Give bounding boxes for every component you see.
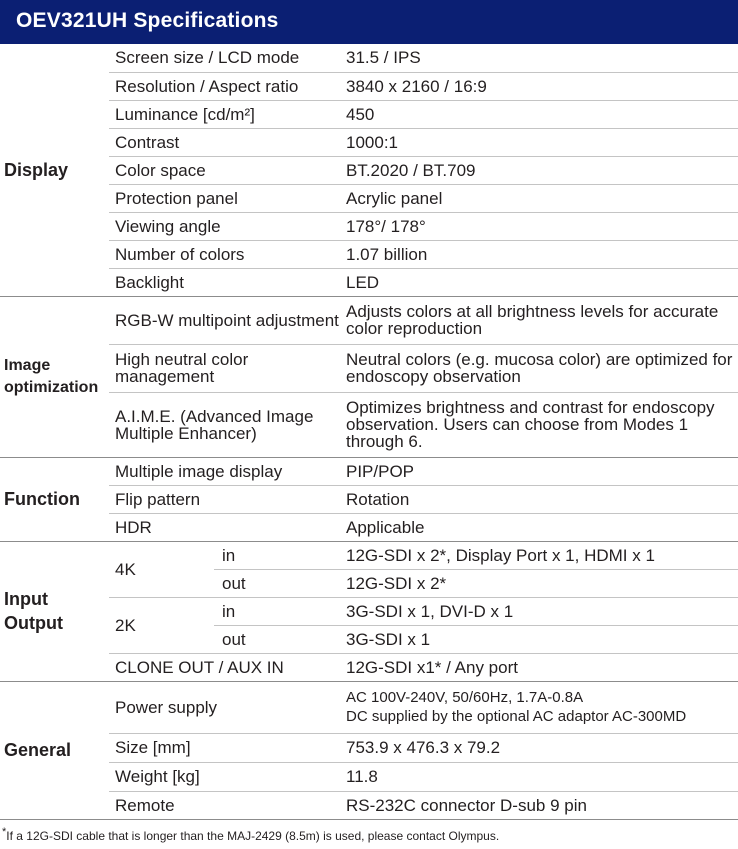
spec-value: 3G-SDI x 1 xyxy=(340,625,738,653)
spec-subitem-in: in xyxy=(214,597,340,625)
spec-item: Flip pattern xyxy=(109,485,340,513)
table-row xyxy=(0,240,738,268)
spec-value: Applicable xyxy=(340,513,738,541)
spec-item: Color space xyxy=(109,156,340,184)
spec-item: Multiple image display xyxy=(109,457,340,485)
spec-value: Optimizes brightness and contrast for endoscopy observation. Users can choose from Modes 1 through 6. xyxy=(340,392,738,457)
spec-item: Weight [kg] xyxy=(109,762,340,791)
table-row xyxy=(0,100,738,128)
table-row xyxy=(0,762,738,791)
spec-item: High neutral color management xyxy=(109,344,340,392)
spec-value: 1000:1 xyxy=(340,128,738,156)
spec-value: BT.2020 / BT.709 xyxy=(340,156,738,184)
table-row xyxy=(0,597,738,625)
spec-value: LED xyxy=(340,268,738,296)
table-row xyxy=(0,681,738,733)
table-row xyxy=(0,156,738,184)
category-label-line: optimization xyxy=(4,378,99,396)
spec-table xyxy=(0,44,738,820)
category-display: Display xyxy=(0,44,109,296)
footnote-text: If a 12G-SDI cable that is longer than the MAJ-2429 (8.5m) is used, please contact Olympus. xyxy=(6,829,500,843)
spec-item: Size [mm] xyxy=(109,733,340,762)
table-row xyxy=(0,212,738,240)
category-general: General xyxy=(0,681,109,819)
spec-item: Power supply xyxy=(109,681,340,733)
spec-value: Adjusts colors at all brightness levels for accurate color reproduction xyxy=(340,296,738,344)
table-row xyxy=(0,72,738,100)
power-line: DC supplied by the optional AC adaptor AC-300MD xyxy=(346,708,687,725)
spec-value: 12G-SDI x 2* xyxy=(340,569,738,597)
table-row xyxy=(0,184,738,212)
spec-value: 1.07 billion xyxy=(340,240,738,268)
spec-value xyxy=(340,681,738,733)
spec-item: Contrast xyxy=(109,128,340,156)
table-row xyxy=(0,733,738,762)
table-row xyxy=(0,128,738,156)
table-row xyxy=(0,653,738,681)
spec-subitem-out: out xyxy=(214,625,340,653)
spec-value: 450 xyxy=(340,100,738,128)
spec-item: Protection panel xyxy=(109,184,340,212)
spec-value: 12G-SDI x 2*, Display Port x 1, HDMI x 1 xyxy=(340,541,738,569)
spec-value: PIP/POP xyxy=(340,457,738,485)
page-title: OEV321UH Specifications xyxy=(16,9,279,32)
category-function: Function xyxy=(0,457,109,541)
spec-value: Rotation xyxy=(340,485,738,513)
spec-item: A.I.M.E. (Advanced Image Multiple Enhancer) xyxy=(109,392,340,457)
table-row xyxy=(0,791,738,819)
spec-value: 11.8 xyxy=(340,762,738,791)
table-row xyxy=(0,457,738,485)
spec-item-2k: 2K xyxy=(109,597,214,653)
spec-item: Resolution / Aspect ratio xyxy=(109,72,340,100)
spec-item: Number of colors xyxy=(109,240,340,268)
table-row xyxy=(0,392,738,457)
table-row xyxy=(0,296,738,344)
power-line: AC 100V-240V, 50/60Hz, 1.7A-0.8A xyxy=(346,689,584,706)
spec-title-bar xyxy=(0,0,738,44)
spec-item: RGB-W multipoint adjustment xyxy=(109,296,340,344)
spec-value: Acrylic panel xyxy=(340,184,738,212)
table-row xyxy=(0,513,738,541)
table-row xyxy=(0,268,738,296)
category-image-optimization xyxy=(0,296,109,457)
spec-value: 31.5 / IPS xyxy=(340,44,738,72)
spec-item: Luminance [cd/m²] xyxy=(109,100,340,128)
footnote xyxy=(2,826,499,843)
table-row xyxy=(0,541,738,569)
spec-value: Neutral colors (e.g. mucosa color) are optimized for endoscopy observation xyxy=(340,344,738,392)
spec-value: 12G-SDI x1* / Any port xyxy=(340,653,738,681)
spec-value: 753.9 x 476.3 x 79.2 xyxy=(340,733,738,762)
spec-item-4k: 4K xyxy=(109,541,214,597)
spec-item: Remote xyxy=(109,791,340,819)
spec-value: 178°/ 178° xyxy=(340,212,738,240)
table-row xyxy=(0,344,738,392)
spec-item: Screen size / LCD mode xyxy=(109,44,340,72)
spec-item: Backlight xyxy=(109,268,340,296)
spec-value: RS-232C connector D-sub 9 pin xyxy=(340,791,738,819)
category-label-line: Output xyxy=(4,613,63,633)
spec-value: 3G-SDI x 1, DVI-D x 1 xyxy=(340,597,738,625)
category-label-line: Input xyxy=(4,589,48,609)
category-label-line: Image xyxy=(4,356,51,374)
spec-item: Viewing angle xyxy=(109,212,340,240)
table-row xyxy=(0,44,738,72)
spec-item: CLONE OUT / AUX IN xyxy=(109,653,340,681)
spec-subitem-in: in xyxy=(214,541,340,569)
category-input-output xyxy=(0,541,109,681)
spec-subitem-out: out xyxy=(214,569,340,597)
spec-value: 3840 x 2160 / 16:9 xyxy=(340,72,738,100)
footnote-marker: * xyxy=(2,826,7,838)
spec-item: HDR xyxy=(109,513,340,541)
table-row xyxy=(0,485,738,513)
